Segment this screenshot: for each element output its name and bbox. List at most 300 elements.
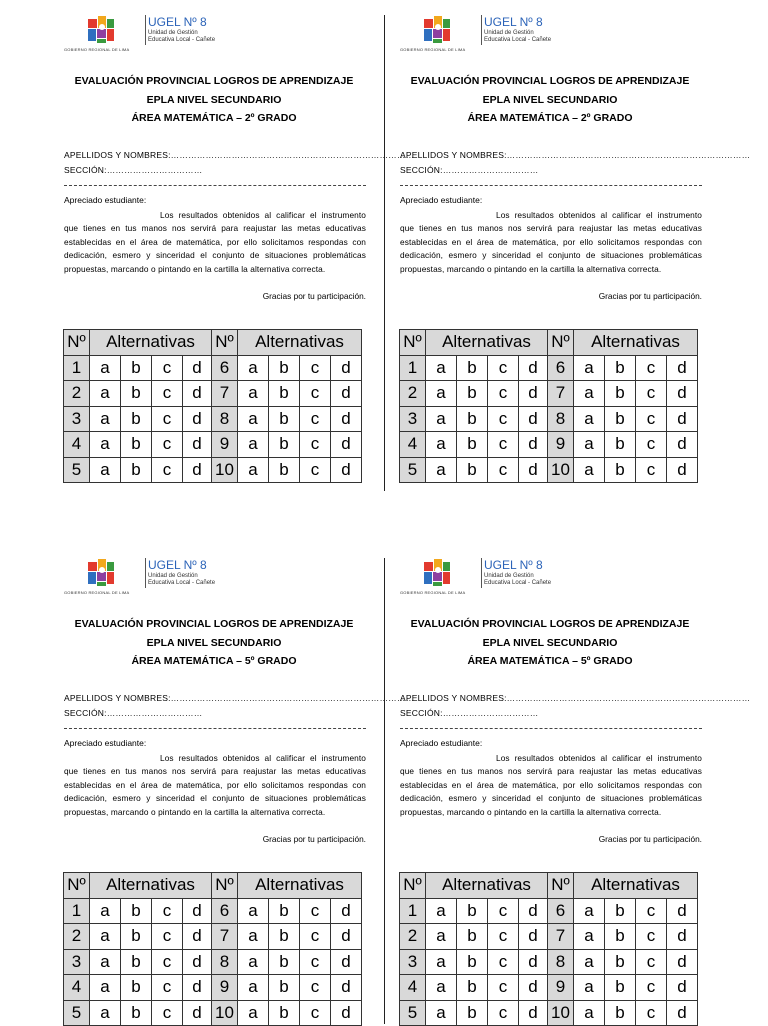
question-number: 10 <box>212 1000 238 1026</box>
answer-row <box>400 975 698 1001</box>
option-cell[interactable]: a <box>238 406 269 432</box>
logo-caption: GOBIERNO REGIONAL DE LIMA <box>64 47 130 52</box>
thanks-text: Gracias por tu participación. <box>262 291 366 301</box>
option-cell[interactable]: b <box>121 381 152 407</box>
option-cell[interactable]: d <box>331 924 362 950</box>
option-cell[interactable]: a <box>426 898 457 924</box>
table-header-row <box>400 873 698 899</box>
option-cell[interactable]: c <box>152 355 183 381</box>
question-number: 8 <box>548 406 574 432</box>
question-number: 3 <box>64 406 90 432</box>
option-cell[interactable]: b <box>605 432 636 458</box>
option-cell[interactable]: d <box>183 457 212 483</box>
answer-row <box>400 924 698 950</box>
question-number: 9 <box>548 975 574 1001</box>
option-cell[interactable]: b <box>457 406 488 432</box>
option-cell[interactable]: b <box>605 898 636 924</box>
option-cell[interactable]: b <box>121 355 152 381</box>
question-number: 7 <box>548 924 574 950</box>
option-cell[interactable]: d <box>667 975 698 1001</box>
option-cell[interactable]: a <box>90 406 121 432</box>
option-cell[interactable]: d <box>667 949 698 975</box>
section-field[interactable]: SECCIÓN:…………………………… <box>400 708 539 718</box>
option-cell[interactable]: d <box>183 949 212 975</box>
option-cell[interactable]: c <box>636 1000 667 1026</box>
answer-row <box>64 898 362 924</box>
option-cell[interactable]: b <box>457 381 488 407</box>
question-number: 9 <box>212 432 238 458</box>
header <box>64 15 364 57</box>
name-field[interactable]: APELLIDOS Y NOMBRES:………………………………………………………………………… <box>400 150 751 160</box>
name-field[interactable]: APELLIDOS Y NOMBRES:………………………………………………………………………… <box>400 693 751 703</box>
option-cell[interactable]: c <box>300 898 331 924</box>
option-cell[interactable]: c <box>152 381 183 407</box>
option-cell[interactable]: b <box>457 924 488 950</box>
option-cell[interactable]: c <box>300 432 331 458</box>
regional-government-logo-icon <box>422 15 452 45</box>
greeting: Apreciado estudiante: <box>400 195 483 205</box>
option-cell[interactable]: a <box>426 949 457 975</box>
option-cell[interactable]: c <box>488 924 519 950</box>
option-cell[interactable]: d <box>183 975 212 1001</box>
question-number: 10 <box>548 457 574 483</box>
option-cell[interactable]: b <box>457 949 488 975</box>
option-cell[interactable]: d <box>519 975 548 1001</box>
alternatives-header: Alternativas <box>574 873 698 899</box>
question-number: 2 <box>64 924 90 950</box>
option-cell[interactable]: d <box>667 355 698 381</box>
option-cell[interactable]: d <box>519 355 548 381</box>
option-cell[interactable]: d <box>667 432 698 458</box>
question-number: 2 <box>64 381 90 407</box>
option-cell[interactable]: a <box>574 406 605 432</box>
option-cell[interactable]: a <box>90 898 121 924</box>
option-cell[interactable]: d <box>519 406 548 432</box>
option-cell[interactable]: b <box>121 432 152 458</box>
option-cell[interactable]: a <box>426 975 457 1001</box>
question-number: 4 <box>64 432 90 458</box>
option-cell[interactable]: c <box>636 924 667 950</box>
option-cell[interactable]: b <box>605 949 636 975</box>
option-cell[interactable]: c <box>300 457 331 483</box>
option-cell[interactable]: d <box>667 406 698 432</box>
option-cell[interactable]: a <box>574 975 605 1001</box>
alternatives-header: Alternativas <box>426 330 548 356</box>
option-cell[interactable]: d <box>331 1000 362 1026</box>
exam-title: EVALUACIÓN PROVINCIAL LOGROS DE APRENDIZAJE <box>410 618 690 630</box>
exam-titles <box>58 72 370 128</box>
option-cell[interactable]: a <box>90 1000 121 1026</box>
header-separator <box>481 558 482 588</box>
option-cell[interactable]: c <box>636 432 667 458</box>
question-number: 2 <box>400 924 426 950</box>
question-number: 1 <box>400 355 426 381</box>
answer-row <box>400 381 698 407</box>
question-number: 7 <box>548 381 574 407</box>
answer-row <box>64 406 362 432</box>
logo-caption: GOBIERNO REGIONAL DE LIMA <box>64 590 130 595</box>
ugel-subtitle <box>484 30 551 44</box>
option-cell[interactable]: d <box>667 924 698 950</box>
option-cell[interactable]: d <box>667 457 698 483</box>
option-cell[interactable]: d <box>183 406 212 432</box>
ugel-title: UGEL Nº 8 <box>148 558 207 572</box>
option-cell[interactable]: b <box>121 949 152 975</box>
alternatives-header: Alternativas <box>238 873 362 899</box>
ugel-subtitle-line2: Educativa Local - Cañete <box>484 580 552 586</box>
option-cell[interactable]: d <box>519 381 548 407</box>
option-cell[interactable]: d <box>331 457 362 483</box>
option-cell[interactable]: b <box>121 924 152 950</box>
alternatives-header: Alternativas <box>426 873 548 899</box>
option-cell[interactable]: c <box>300 924 331 950</box>
option-cell[interactable]: a <box>426 457 457 483</box>
number-header: Nº <box>548 873 574 899</box>
alternatives-header: Alternativas <box>90 330 212 356</box>
option-cell[interactable]: c <box>636 381 667 407</box>
option-cell[interactable]: d <box>183 898 212 924</box>
option-cell[interactable]: c <box>636 949 667 975</box>
exam-title: EVALUACIÓN PROVINCIAL LOGROS DE APRENDIZAJE <box>410 75 690 87</box>
ugel-subtitle-line1: Unidad de Gestión <box>148 30 198 36</box>
option-cell[interactable]: d <box>667 1000 698 1026</box>
option-cell[interactable]: d <box>667 381 698 407</box>
ugel-subtitle-line1: Unidad de Gestión <box>484 573 534 579</box>
option-cell[interactable]: b <box>457 457 488 483</box>
option-cell[interactable]: c <box>488 381 519 407</box>
answer-sheet-table <box>399 872 698 1026</box>
option-cell[interactable]: a <box>426 924 457 950</box>
option-cell[interactable]: a <box>90 355 121 381</box>
option-cell[interactable]: a <box>90 432 121 458</box>
option-cell[interactable]: c <box>152 406 183 432</box>
option-cell[interactable]: a <box>426 432 457 458</box>
option-cell[interactable]: a <box>90 924 121 950</box>
alternatives-header: Alternativas <box>238 330 362 356</box>
logo-caption: GOBIERNO REGIONAL DE LIMA <box>400 590 466 595</box>
option-cell[interactable]: a <box>574 949 605 975</box>
option-cell[interactable]: a <box>574 898 605 924</box>
option-cell[interactable]: a <box>574 1000 605 1026</box>
regional-government-logo-icon <box>86 15 116 45</box>
question-number: 8 <box>548 949 574 975</box>
dashed-separator <box>64 185 366 186</box>
exam-area-grade: ÁREA MATEMÁTICA – 2º GRADO <box>131 112 297 124</box>
option-cell[interactable]: b <box>121 1000 152 1026</box>
alternatives-header: Alternativas <box>90 873 212 899</box>
option-cell[interactable]: a <box>426 406 457 432</box>
table-header-row <box>64 330 362 356</box>
option-cell[interactable]: d <box>331 975 362 1001</box>
option-cell[interactable]: a <box>238 381 269 407</box>
option-cell[interactable]: c <box>488 1000 519 1026</box>
regional-government-logo-icon <box>422 558 452 588</box>
ugel-subtitle <box>148 30 215 44</box>
option-cell[interactable]: a <box>90 949 121 975</box>
option-cell[interactable]: d <box>519 1000 548 1026</box>
option-cell[interactable]: a <box>426 381 457 407</box>
option-cell[interactable]: d <box>331 432 362 458</box>
option-cell[interactable]: b <box>269 924 300 950</box>
section-field[interactable]: SECCIÓN:…………………………… <box>400 165 539 175</box>
option-cell[interactable]: c <box>488 432 519 458</box>
option-cell[interactable]: d <box>331 355 362 381</box>
exam-level: EPLA NIVEL SECUNDARIO <box>482 636 618 649</box>
answer-card-bottom-left <box>58 558 415 1022</box>
option-cell[interactable]: a <box>238 949 269 975</box>
option-cell[interactable]: b <box>457 975 488 1001</box>
option-cell[interactable]: b <box>121 898 152 924</box>
option-cell[interactable]: c <box>488 975 519 1001</box>
name-field[interactable]: APELLIDOS Y NOMBRES:………………………………………………………………………… <box>64 150 415 160</box>
answer-row <box>400 1000 698 1026</box>
answer-row <box>64 381 362 407</box>
option-cell[interactable]: a <box>574 381 605 407</box>
option-cell[interactable]: c <box>300 355 331 381</box>
question-number: 7 <box>212 381 238 407</box>
option-cell[interactable]: a <box>574 355 605 381</box>
option-cell[interactable]: b <box>269 432 300 458</box>
exam-area-grade: ÁREA MATEMÁTICA – 5º GRADO <box>467 655 633 667</box>
option-cell[interactable]: c <box>152 975 183 1001</box>
instructions-paragraph: Los resultados obtenidos al calificar el instrumento que tienes en tus manos nos servirá para reajustar las metas educativas establecidas en el área de matemática, por ello solicitamos respondas con dedicación, esmero y sinceridad el conjunto de situaciones problemáticas propuestas, marcando o pintando en la cartilla la alternativa correcta. <box>64 753 366 817</box>
dashed-separator <box>400 185 702 186</box>
header <box>400 15 700 57</box>
answer-row <box>400 355 698 381</box>
option-cell[interactable]: d <box>183 432 212 458</box>
option-cell[interactable]: d <box>331 949 362 975</box>
option-cell[interactable]: a <box>426 1000 457 1026</box>
option-cell[interactable]: d <box>183 381 212 407</box>
option-cell[interactable]: a <box>238 898 269 924</box>
section-field[interactable]: SECCIÓN:…………………………… <box>64 165 203 175</box>
option-cell[interactable]: d <box>183 924 212 950</box>
answer-row <box>64 949 362 975</box>
option-cell[interactable]: c <box>300 406 331 432</box>
instructions-paragraph: Los resultados obtenidos al calificar el instrumento que tienes en tus manos nos servirá para reajustar las metas educativas establecidas en el área de matemática, por ello solicitamos respondas con dedicación, esmero y sinceridad el conjunto de situaciones problemáticas propuestas, marcando o pintando en la cartilla la alternativa correcta. <box>64 210 366 274</box>
question-number: 10 <box>212 457 238 483</box>
question-number: 1 <box>64 355 90 381</box>
option-cell[interactable]: b <box>605 975 636 1001</box>
exam-level: EPLA NIVEL SECUNDARIO <box>482 93 618 106</box>
option-cell[interactable]: a <box>574 432 605 458</box>
option-cell[interactable]: b <box>605 924 636 950</box>
option-cell[interactable]: d <box>331 898 362 924</box>
answer-row <box>400 457 698 483</box>
option-cell[interactable]: c <box>300 949 331 975</box>
option-cell[interactable]: b <box>269 457 300 483</box>
question-number: 9 <box>548 432 574 458</box>
option-cell[interactable]: c <box>300 1000 331 1026</box>
option-cell[interactable]: c <box>152 457 183 483</box>
exam-title: EVALUACIÓN PROVINCIAL LOGROS DE APRENDIZAJE <box>74 75 354 87</box>
option-cell[interactable]: d <box>519 924 548 950</box>
option-cell[interactable]: c <box>636 406 667 432</box>
column-divider-top <box>384 15 385 491</box>
greeting: Apreciado estudiante: <box>64 195 147 205</box>
answer-row <box>400 949 698 975</box>
option-cell[interactable]: b <box>269 949 300 975</box>
answer-card-bottom-right <box>394 558 751 1022</box>
option-cell[interactable]: a <box>238 355 269 381</box>
question-number: 3 <box>64 949 90 975</box>
question-number: 5 <box>64 457 90 483</box>
dashed-separator <box>64 728 366 729</box>
question-number: 6 <box>548 355 574 381</box>
option-cell[interactable]: a <box>238 975 269 1001</box>
option-cell[interactable]: a <box>574 924 605 950</box>
question-number: 5 <box>400 1000 426 1026</box>
exam-area-grade: ÁREA MATEMÁTICA – 2º GRADO <box>467 112 633 124</box>
answer-row <box>64 355 362 381</box>
option-cell[interactable]: c <box>152 432 183 458</box>
ugel-subtitle <box>148 573 215 587</box>
option-cell[interactable]: a <box>238 457 269 483</box>
exam-level: EPLA NIVEL SECUNDARIO <box>146 636 282 649</box>
header-separator <box>145 15 146 45</box>
option-cell[interactable]: c <box>152 1000 183 1026</box>
option-cell[interactable]: b <box>121 406 152 432</box>
option-cell[interactable]: d <box>183 355 212 381</box>
option-cell[interactable]: c <box>636 457 667 483</box>
option-cell[interactable]: b <box>457 1000 488 1026</box>
question-number: 8 <box>212 406 238 432</box>
option-cell[interactable]: b <box>269 1000 300 1026</box>
answer-sheet-table <box>63 872 362 1026</box>
option-cell[interactable]: c <box>152 949 183 975</box>
question-number: 6 <box>212 355 238 381</box>
table-header-row <box>64 873 362 899</box>
header <box>64 558 364 600</box>
number-header: Nº <box>548 330 574 356</box>
ugel-title: UGEL Nº 8 <box>148 15 207 29</box>
ugel-subtitle-line2: Educativa Local - Cañete <box>148 580 216 586</box>
number-header: Nº <box>400 873 426 899</box>
option-cell[interactable]: c <box>636 975 667 1001</box>
option-cell[interactable]: b <box>269 406 300 432</box>
option-cell[interactable]: d <box>667 898 698 924</box>
option-cell[interactable]: b <box>269 975 300 1001</box>
option-cell[interactable]: b <box>121 975 152 1001</box>
option-cell[interactable]: a <box>574 457 605 483</box>
option-cell[interactable]: b <box>269 355 300 381</box>
option-cell[interactable]: a <box>238 1000 269 1026</box>
option-cell[interactable]: a <box>238 924 269 950</box>
option-cell[interactable]: d <box>183 1000 212 1026</box>
option-cell[interactable]: d <box>519 949 548 975</box>
number-header: Nº <box>64 330 90 356</box>
option-cell[interactable]: a <box>238 432 269 458</box>
option-cell[interactable]: d <box>519 898 548 924</box>
number-header: Nº <box>64 873 90 899</box>
option-cell[interactable]: b <box>121 457 152 483</box>
name-field[interactable]: APELLIDOS Y NOMBRES:………………………………………………………………………… <box>64 693 415 703</box>
option-cell[interactable]: b <box>269 381 300 407</box>
question-number: 6 <box>548 898 574 924</box>
regional-government-logo-icon <box>86 558 116 588</box>
option-cell[interactable]: a <box>90 975 121 1001</box>
question-number: 5 <box>64 1000 90 1026</box>
question-number: 5 <box>400 457 426 483</box>
option-cell[interactable]: b <box>605 1000 636 1026</box>
dashed-separator <box>400 728 702 729</box>
option-cell[interactable]: d <box>519 457 548 483</box>
answer-row <box>64 975 362 1001</box>
option-cell[interactable]: b <box>605 381 636 407</box>
option-cell[interactable]: c <box>488 457 519 483</box>
option-cell[interactable]: c <box>488 898 519 924</box>
question-number: 8 <box>212 949 238 975</box>
answer-sheet-table <box>399 329 698 483</box>
option-cell[interactable]: d <box>519 432 548 458</box>
option-cell[interactable]: a <box>90 457 121 483</box>
question-number: 9 <box>212 975 238 1001</box>
option-cell[interactable]: c <box>300 975 331 1001</box>
answer-row <box>64 432 362 458</box>
section-field[interactable]: SECCIÓN:…………………………… <box>64 708 203 718</box>
ugel-subtitle-line1: Unidad de Gestión <box>148 573 198 579</box>
ugel-title: UGEL Nº 8 <box>484 558 543 572</box>
option-cell[interactable]: c <box>488 406 519 432</box>
option-cell[interactable]: d <box>331 406 362 432</box>
option-cell[interactable]: b <box>605 457 636 483</box>
option-cell[interactable]: c <box>636 898 667 924</box>
option-cell[interactable]: b <box>605 355 636 381</box>
number-header: Nº <box>400 330 426 356</box>
header-separator <box>481 15 482 45</box>
ugel-subtitle-line2: Educativa Local - Cañete <box>148 37 216 43</box>
answer-row <box>64 457 362 483</box>
exam-titles <box>394 72 706 128</box>
instructions-paragraph: Los resultados obtenidos al calificar el instrumento que tienes en tus manos nos servirá para reajustar las metas educativas establecidas en el área de matemática, por ello solicitamos respondas con dedicación, esmero y sinceridad el conjunto de situaciones problemáticas propuestas, marcando o pintando en la cartilla la alternativa correcta. <box>400 753 702 817</box>
option-cell[interactable]: b <box>269 898 300 924</box>
answer-row <box>400 432 698 458</box>
question-number: 2 <box>400 381 426 407</box>
option-cell[interactable]: b <box>457 355 488 381</box>
option-cell[interactable]: b <box>457 432 488 458</box>
option-cell[interactable]: b <box>605 406 636 432</box>
question-number: 1 <box>64 898 90 924</box>
question-number: 4 <box>400 975 426 1001</box>
answer-row <box>64 1000 362 1026</box>
number-header: Nº <box>212 873 238 899</box>
ugel-subtitle <box>484 573 551 587</box>
option-cell[interactable]: a <box>426 355 457 381</box>
option-cell[interactable]: b <box>457 898 488 924</box>
option-cell[interactable]: c <box>152 898 183 924</box>
option-cell[interactable]: c <box>300 381 331 407</box>
instructions-paragraph: Los resultados obtenidos al calificar el instrumento que tienes en tus manos nos servirá para reajustar las metas educativas establecidas en el área de matemática, por ello solicitamos respondas con dedicación, esmero y sinceridad el conjunto de situaciones problemáticas propuestas, marcando o pintando en la cartilla la alternativa correcta. <box>400 210 702 274</box>
option-cell[interactable]: c <box>152 924 183 950</box>
header <box>400 558 700 600</box>
greeting: Apreciado estudiante: <box>64 738 147 748</box>
option-cell[interactable]: a <box>90 381 121 407</box>
number-header: Nº <box>212 330 238 356</box>
option-cell[interactable]: c <box>636 355 667 381</box>
option-cell[interactable]: c <box>488 949 519 975</box>
column-divider-bottom <box>384 558 385 1024</box>
thanks-text: Gracias por tu participación. <box>262 834 366 844</box>
answer-card-top-right <box>394 15 751 479</box>
option-cell[interactable]: d <box>331 381 362 407</box>
question-number: 3 <box>400 949 426 975</box>
option-cell[interactable]: c <box>488 355 519 381</box>
exam-area-grade: ÁREA MATEMÁTICA – 5º GRADO <box>131 655 297 667</box>
logo-caption: GOBIERNO REGIONAL DE LIMA <box>400 47 466 52</box>
answer-row <box>64 924 362 950</box>
exam-titles <box>394 615 706 671</box>
answer-card-top-left <box>58 15 415 479</box>
